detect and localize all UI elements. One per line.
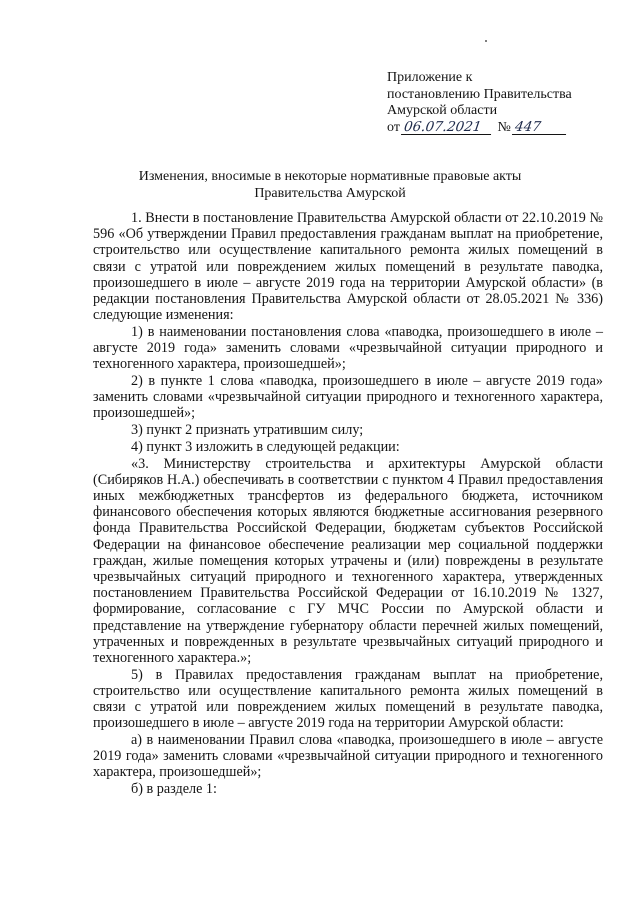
appendix-line-1: Приложение к <box>387 70 473 85</box>
paragraph-7: 5) в Правилах предоставления гражданам выплат на приобретение, строительство или осуществление капитального ремонта жилых помещений в связи с утратой или повреждением жилых помещений в результате паводка, произошедшего в июле – августе 2019 года на территории Амурской области: <box>93 666 603 732</box>
paragraph-4: 3) пункт 2 признать утратившим силу; <box>131 422 364 439</box>
paragraph-3: 2) в пункте 1 слова «паводка, произошедшего в июле – августе 2019 года» заменить словами «чрезвычайной ситуации природного и техногенного характера, произошедшей»; <box>93 373 603 422</box>
paragraph-2: 1) в наименовании постановления слова «паводка, произошедшего в июле – августе 2019 года» заменить словами «чрезвычайной ситуации природного и техногенного характера, произошедшей»; <box>93 323 603 373</box>
scan-speck <box>485 40 487 42</box>
number-sign: № <box>497 119 511 135</box>
paragraph-1: 1. Внести в постановление Правительства Амурской области от 22.10.2019 № 596 «Об утверждении Правил предоставления гражданам выплат на приобретение, строительство или осуществление капитального ремонта жилых помещений в связи с утратой или повреждением жилых помещений в результате паводка, произошедшего в июле – августе 2019 года на территории Амурской области» (в редакции постановления Правительства Амурской области от 28.05.2021 № 336) следующие изменения: <box>93 210 603 324</box>
paragraph-6: «3. Министерству строительства и архитектуры Амурской области (Сибиряков Н.А.) обеспечивать в соответствии с пунктом 4 Правил предоставления иных межбюджетных трансфертов из федерального бюджета, источником финансового обеспечения которых являются бюджетные ассигнования резервного фонда Правительства Российской Федерации, бюджетам субъектов Российской Федерации на финансовое обеспечение реализации мер социальной поддержки граждан, жилые помещения которых утрачены и (или) повреждены в результате чрезвычайных ситуаций природного и техногенного характера, утвержденных постановлением Правительства Российской Федерации от 16.10.2019 № 1327, формирование, согласование с ГУ МЧС России по Амурской области и представление на утверждение губернатору области перечней жилых помещений, утраченных и поврежденных в результате чрезвычайных ситуаций природного и техногенного характера.»; <box>93 455 603 666</box>
appendix-header <box>387 70 627 136</box>
appendix-date-line <box>387 120 627 137</box>
paragraph-8: а) в наименовании Правил слова «паводка, произошедшего в июле – августе 2019 года» заменить словами «чрезвычайной ситуации природного и техногенного характера, произошедшей»; <box>93 732 603 781</box>
appendix-line-3: Амурской области <box>387 103 498 118</box>
appendix-line-2: постановлению Правительства <box>387 86 572 102</box>
title-line-1: Изменения, вносимые в некоторые нормативные правовые акты <box>138 169 522 184</box>
paragraph-5: 4) пункт 3 изложить в следующей редакции: <box>131 438 400 455</box>
handwritten-number: 447 <box>512 120 568 135</box>
document-title <box>100 168 560 202</box>
paragraph-9: б) в разделе 1: <box>131 781 217 798</box>
document-body <box>93 210 603 797</box>
date-prefix: от <box>387 119 400 135</box>
title-line-2: Правительства Амурской <box>254 186 406 201</box>
handwritten-date: 06.07.2021 <box>401 120 493 135</box>
